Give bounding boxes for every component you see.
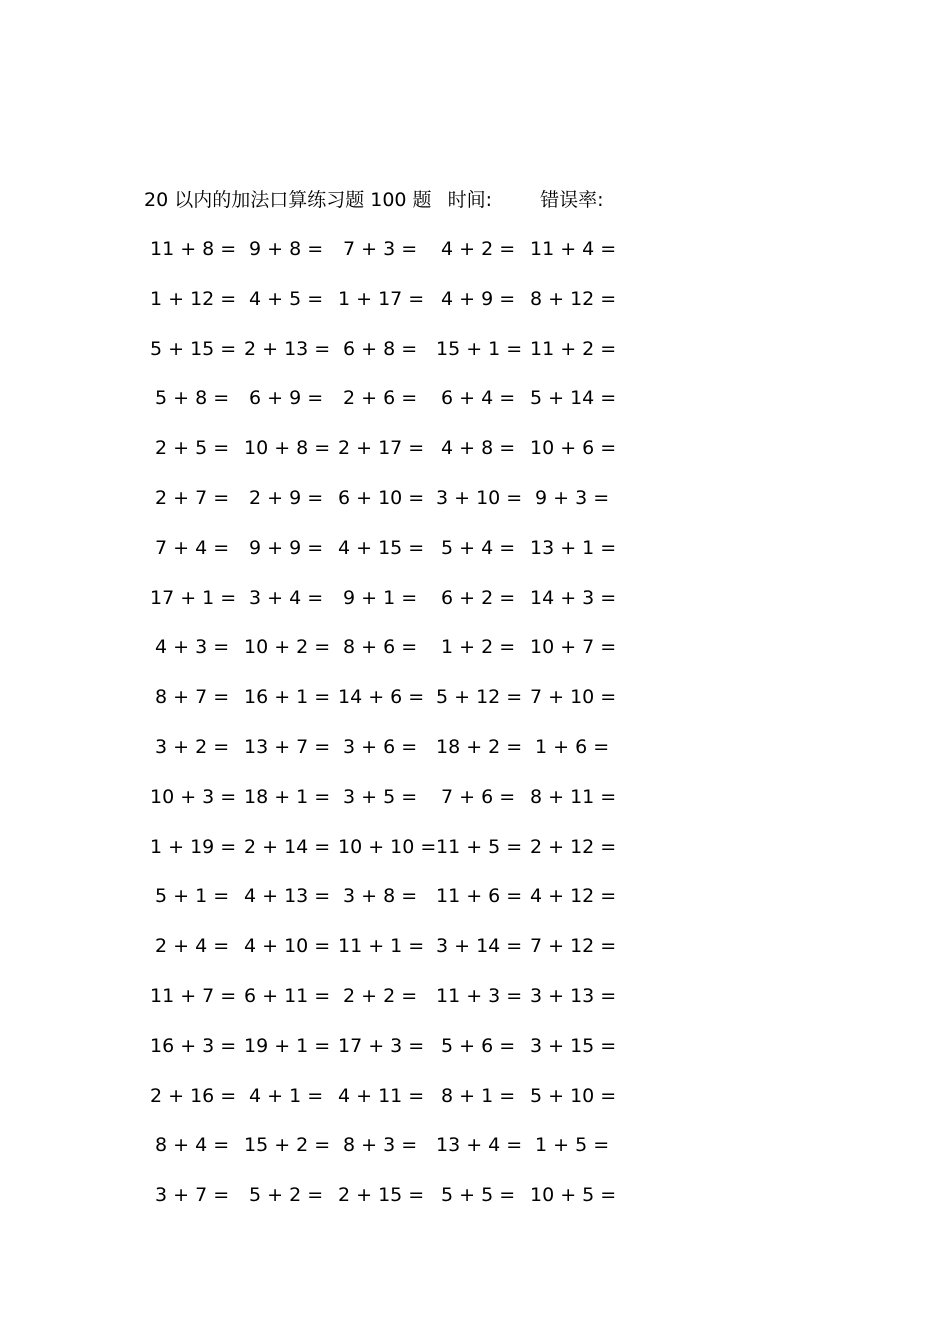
math-problem: 7 + 6 = (441, 786, 516, 808)
math-problem: 11 + 4 = (530, 238, 617, 260)
math-problem: 5 + 12 = (436, 686, 523, 708)
math-problem: 2 + 5 = (155, 437, 230, 459)
math-problem: 1 + 2 = (441, 636, 516, 658)
math-problem: 2 + 13 = (244, 338, 331, 360)
math-problem: 2 + 4 = (155, 935, 230, 957)
math-problem: 2 + 16 = (150, 1085, 237, 1107)
math-problem: 1 + 17 = (338, 288, 425, 310)
math-problem: 16 + 3 = (150, 1035, 237, 1057)
math-problem: 4 + 12 = (530, 885, 617, 907)
math-problem: 6 + 4 = (441, 387, 516, 409)
math-problem: 2 + 12 = (530, 836, 617, 858)
math-problem: 6 + 2 = (441, 587, 516, 609)
math-problem: 4 + 15 = (338, 537, 425, 559)
math-problem: 11 + 7 = (150, 985, 237, 1007)
math-problem: 5 + 4 = (441, 537, 516, 559)
math-problem: 11 + 1 = (338, 935, 425, 957)
math-problem: 8 + 4 = (155, 1134, 230, 1156)
math-problem: 2 + 14 = (244, 836, 331, 858)
math-problem: 1 + 12 = (150, 288, 237, 310)
math-problem: 8 + 3 = (343, 1134, 418, 1156)
math-problem: 9 + 1 = (343, 587, 418, 609)
math-problem: 11 + 5 = (436, 836, 523, 858)
math-problem: 7 + 10 = (530, 686, 617, 708)
math-problem: 7 + 4 = (155, 537, 230, 559)
math-problem: 4 + 5 = (249, 288, 324, 310)
math-problem: 8 + 7 = (155, 686, 230, 708)
math-problem: 2 + 7 = (155, 487, 230, 509)
math-problem: 6 + 8 = (343, 338, 418, 360)
math-problem: 5 + 14 = (530, 387, 617, 409)
math-problem: 5 + 10 = (530, 1085, 617, 1107)
math-problem: 3 + 7 = (155, 1184, 230, 1206)
math-problem: 14 + 6 = (338, 686, 425, 708)
math-problem: 2 + 15 = (338, 1184, 425, 1206)
worksheet-title: 20 以内的加法口算练习题 100 题 (144, 189, 432, 211)
math-problem: 4 + 11 = (338, 1085, 425, 1107)
math-problem: 7 + 3 = (343, 238, 418, 260)
math-problem: 8 + 11 = (530, 786, 617, 808)
math-problem: 4 + 3 = (155, 636, 230, 658)
math-problem: 15 + 1 = (436, 338, 523, 360)
math-problem: 15 + 2 = (244, 1134, 331, 1156)
math-problem: 6 + 10 = (338, 487, 425, 509)
math-problem: 3 + 8 = (343, 885, 418, 907)
math-problem: 3 + 4 = (249, 587, 324, 609)
math-problem: 4 + 8 = (441, 437, 516, 459)
math-problem: 5 + 2 = (249, 1184, 324, 1206)
math-problem: 6 + 11 = (244, 985, 331, 1007)
math-problem: 9 + 3 = (535, 487, 610, 509)
math-problem: 16 + 1 = (244, 686, 331, 708)
math-problem: 4 + 13 = (244, 885, 331, 907)
math-problem: 1 + 6 = (535, 736, 610, 758)
math-problem: 4 + 2 = (441, 238, 516, 260)
math-problem: 3 + 13 = (530, 985, 617, 1007)
math-problem: 2 + 6 = (343, 387, 418, 409)
math-problem: 13 + 4 = (436, 1134, 523, 1156)
math-problem: 4 + 9 = (441, 288, 516, 310)
math-problem: 5 + 1 = (155, 885, 230, 907)
math-problem: 11 + 6 = (436, 885, 523, 907)
time-label: 时间: (447, 189, 493, 211)
math-problem: 4 + 1 = (249, 1085, 324, 1107)
math-problem: 19 + 1 = (244, 1035, 331, 1057)
math-problem: 11 + 3 = (436, 985, 523, 1007)
math-problem: 1 + 19 = (150, 836, 237, 858)
math-problem: 6 + 9 = (249, 387, 324, 409)
math-problem: 10 + 5 = (530, 1184, 617, 1206)
math-problem: 9 + 9 = (249, 537, 324, 559)
math-problem: 5 + 15 = (150, 338, 237, 360)
math-problem: 3 + 6 = (343, 736, 418, 758)
math-problem: 3 + 10 = (436, 487, 523, 509)
math-problem: 17 + 1 = (150, 587, 237, 609)
math-problem: 5 + 8 = (155, 387, 230, 409)
math-problem: 11 + 2 = (530, 338, 617, 360)
math-problem: 5 + 5 = (441, 1184, 516, 1206)
math-problem: 3 + 14 = (436, 935, 523, 957)
math-problem: 10 + 8 = (244, 437, 331, 459)
math-problem: 10 + 7 = (530, 636, 617, 658)
math-problem: 2 + 9 = (249, 487, 324, 509)
math-problem: 3 + 5 = (343, 786, 418, 808)
math-problem: 9 + 8 = (249, 238, 324, 260)
math-problem: 8 + 1 = (441, 1085, 516, 1107)
math-problem: 17 + 3 = (338, 1035, 425, 1057)
math-problem: 5 + 6 = (441, 1035, 516, 1057)
error-rate-label: 错误率: (540, 189, 604, 211)
math-problem: 10 + 6 = (530, 437, 617, 459)
math-problem: 10 + 3 = (150, 786, 237, 808)
math-problem: 3 + 15 = (530, 1035, 617, 1057)
math-problem: 7 + 12 = (530, 935, 617, 957)
math-problem: 10 + 2 = (244, 636, 331, 658)
math-problem: 11 + 8 = (150, 238, 237, 260)
math-problem: 4 + 10 = (244, 935, 331, 957)
math-problem: 8 + 12 = (530, 288, 617, 310)
math-problem: 18 + 2 = (436, 736, 523, 758)
math-problem: 13 + 1 = (530, 537, 617, 559)
math-problem: 18 + 1 = (244, 786, 331, 808)
math-problem: 1 + 5 = (535, 1134, 610, 1156)
math-problem: 8 + 6 = (343, 636, 418, 658)
math-problem: 3 + 2 = (155, 736, 230, 758)
math-problem: 14 + 3 = (530, 587, 617, 609)
math-problem: 2 + 2 = (343, 985, 418, 1007)
math-problem: 13 + 7 = (244, 736, 331, 758)
math-problem: 10 + 10 = (338, 836, 437, 858)
math-problem: 2 + 17 = (338, 437, 425, 459)
